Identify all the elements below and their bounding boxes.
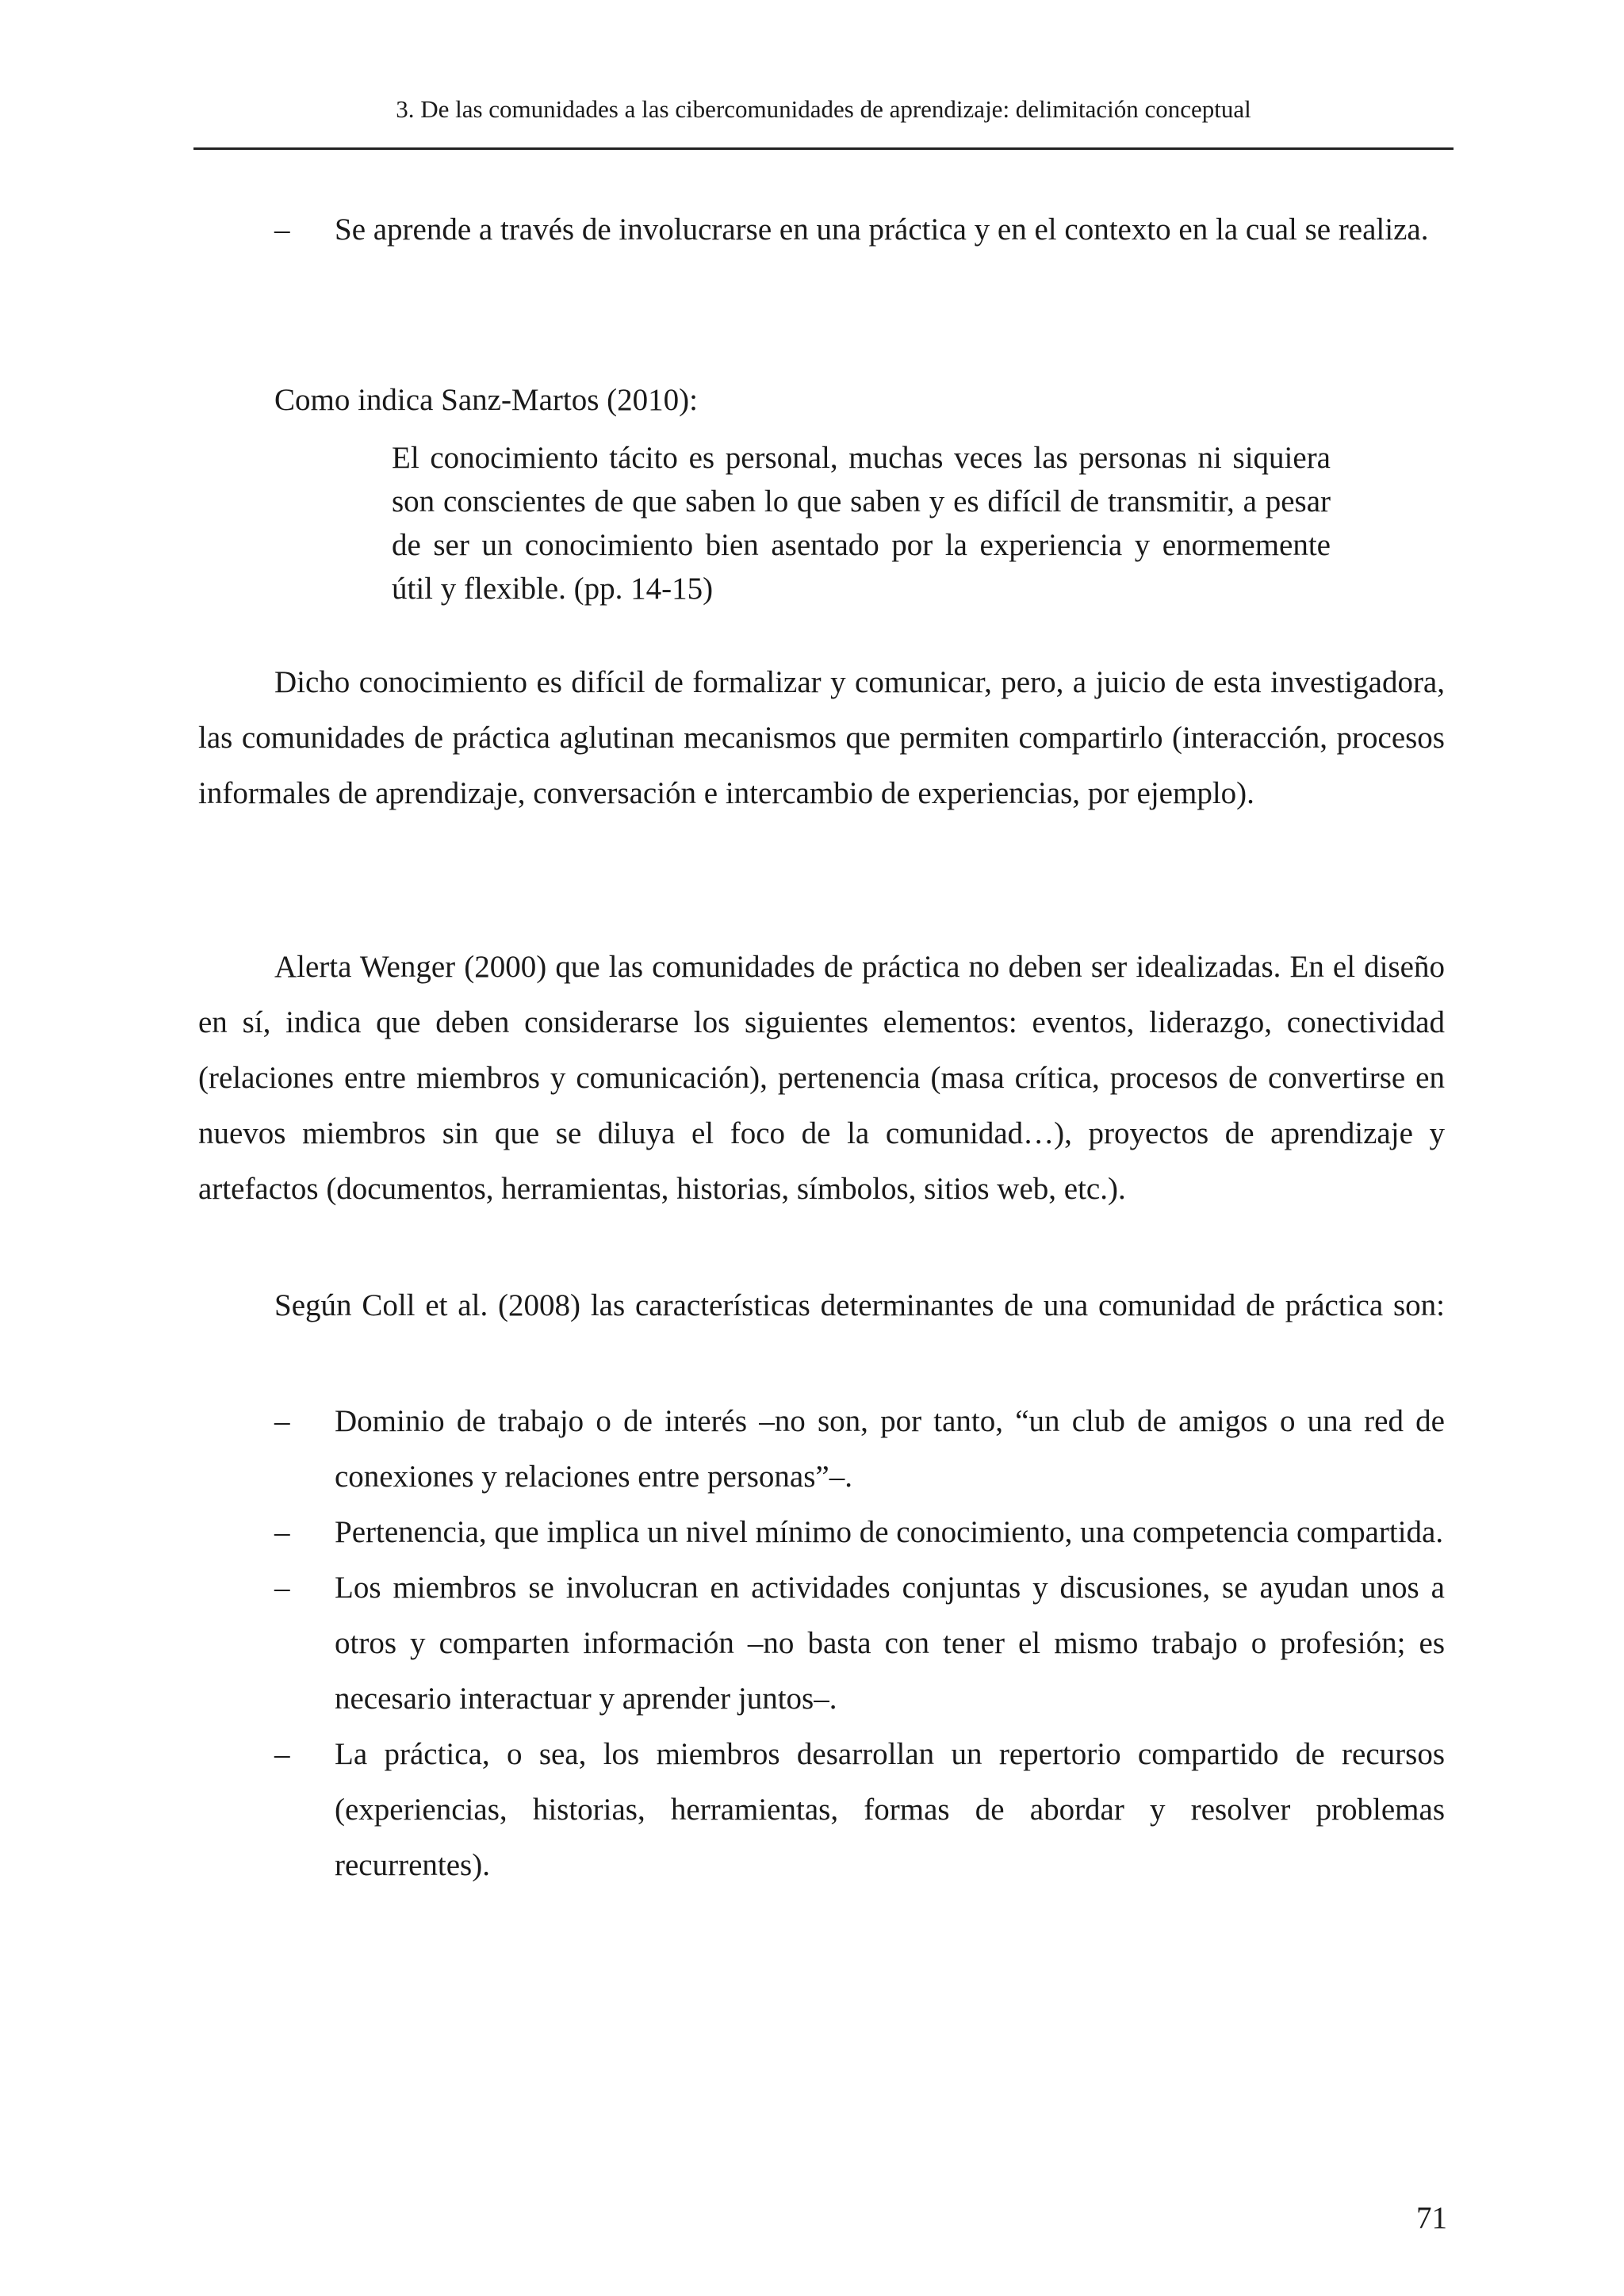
top-bullet-block: [198, 202, 1445, 258]
list-item-text: Dominio de trabajo o de interés –no son, por tanto, “un club de amigos o una red de conexiones y relaciones entre personas”–.: [335, 1404, 1445, 1494]
paragraph-text: Según Coll et al. (2008) las características determinantes de una comunidad de práctica son:: [274, 1288, 1445, 1322]
list-item: [198, 202, 1445, 258]
list-item-text: Pertenencia, que implica un nivel mínimo de conocimiento, una competencia compartida.: [335, 1515, 1444, 1549]
characteristics-list: [198, 1394, 1445, 1893]
dash-bullet: –: [274, 1404, 290, 1438]
running-header: [193, 79, 1454, 150]
paragraph-text: Dicho conocimiento es difícil de formalizar y comunicar, pero, a juicio de esta investigadora, las comunidades de práctica aglutinan mecanismos que permiten compartirlo (interacción, procesos informales de aprendizaje, conversación e intercambio de experiencias, por ejemplo).: [198, 665, 1445, 810]
paragraph-text: Alerta Wenger (2000) que las comunidades de práctica no deben ser idealizadas. En el diseño en sí, indica que deben considerarse los siguientes elementos: eventos, liderazgo, conectividad (relaciones entre miembros y comunicación), pertenencia (masa crítica, procesos de convertirse en nuevos miembros sin que se diluya el foco de la comunidad…), proyectos de aprendizaje y artefactos (documentos, herramientas, historias, símbolos, sitios web, etc.).: [198, 950, 1445, 1206]
list-item: [198, 1394, 1445, 1505]
dash-bullet: –: [274, 1737, 290, 1771]
quote-intro: Como indica Sanz-Martos (2010):: [274, 383, 698, 417]
list-item-text: Se aprende a través de involucrarse en una práctica y en el contexto en la cual se realiza.: [335, 212, 1429, 247]
list-item: [198, 1727, 1445, 1893]
list-item: [198, 1560, 1445, 1727]
page-number: 71: [1416, 2201, 1447, 2235]
paragraph-1: [198, 655, 1445, 821]
paragraph-3: [198, 1278, 1445, 1334]
dash-bullet: –: [274, 1571, 290, 1605]
list-item-text: La práctica, o sea, los miembros desarrollan un repertorio compartido de recursos (experiencias, historias, herramientas, formas de abordar y resolver problemas recurrentes).: [335, 1737, 1445, 1882]
dash-bullet: –: [274, 1515, 290, 1549]
list-item-text: Los miembros se involucran en actividades conjuntas y discusiones, se ayudan unos a otros y comparten información –no basta con tener el mismo trabajo o profesión; es necesario interactuar y aprender juntos–.: [335, 1571, 1445, 1716]
chapter-title: 3. De las comunidades a las cibercomunidades de aprendizaje: delimitación conceptual: [396, 95, 1251, 123]
dash-bullet: –: [274, 212, 290, 247]
block-quote: El conocimiento tácito es personal, muchas veces las personas ni siquiera son conscientes de que saben lo que saben y es difícil de transmitir, a pesar de ser un conocimiento bien asentado por la experiencia y enormemente útil y flexible. (pp. 14-15): [392, 441, 1331, 606]
list-item: [198, 1505, 1445, 1560]
paragraph-2: [198, 939, 1445, 1217]
